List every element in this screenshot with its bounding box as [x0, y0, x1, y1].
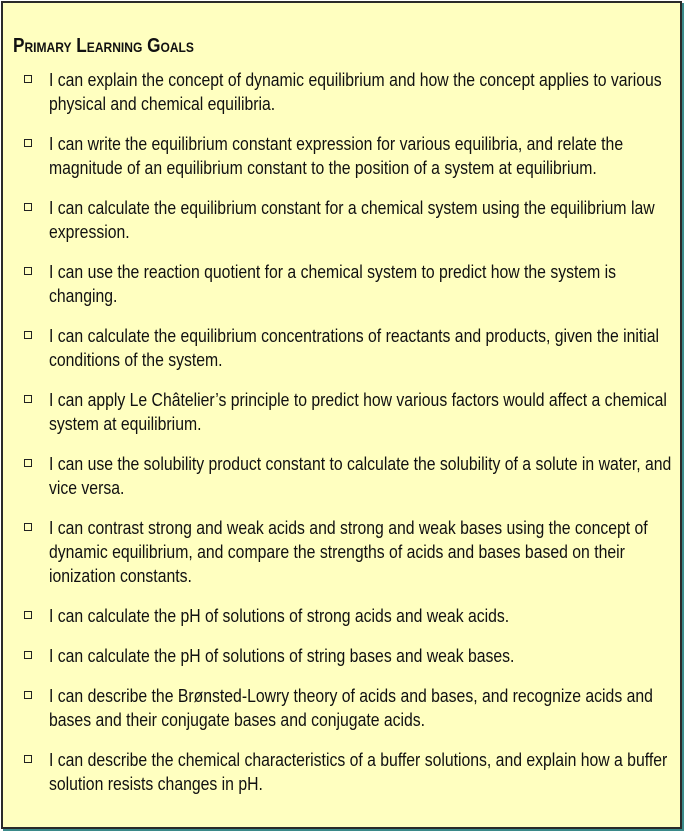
goal-text: I can calculate the pH of solutions of string bases and weak bases. [49, 646, 515, 666]
goal-text: I can describe the chemical characteristics of a buffer solutions, and explain how a buffer solution resists changes in pH. [49, 750, 668, 794]
checkbox-icon [24, 75, 32, 83]
checkbox-icon [24, 395, 32, 403]
goal-text: I can explain the concept of dynamic equilibrium and how the concept applies to various physical and chemical equilibria. [49, 70, 662, 114]
goal-text: I can calculate the equilibrium concentrations of reactants and products, given the initial conditions of the system. [49, 326, 660, 370]
goal-text: I can use the solubility product constant to calculate the solubility of a solute in water, and vice versa. [49, 454, 672, 498]
learning-goals-panel [1, 1, 682, 829]
goal-item [3, 196, 680, 244]
goal-item [3, 684, 680, 732]
checkbox-icon [24, 203, 32, 211]
goal-text: I can describe the Brønsted-Lowry theory of acids and bases, and recognize acids and bases and their conjugate bases and conjugate acids. [49, 686, 653, 730]
goal-item [3, 324, 680, 372]
goal-item [3, 388, 680, 436]
checkbox-icon [24, 755, 32, 763]
goal-item [3, 452, 680, 500]
checkbox-icon [24, 523, 32, 531]
checkbox-icon [24, 611, 32, 619]
goal-text: I can write the equilibrium constant expression for various equilibria, and relate the magnitude of an equilibrium constant to the position of a system at equilibrium. [49, 134, 624, 178]
goal-item [3, 132, 680, 180]
goal-item [3, 748, 680, 796]
goal-item [3, 260, 680, 308]
panel-title: Primary Learning Goals [13, 35, 194, 57]
checkbox-icon [24, 459, 32, 467]
goals-list [3, 68, 680, 812]
goal-item [3, 644, 680, 668]
checkbox-icon [24, 651, 32, 659]
goal-text: I can contrast strong and weak acids and strong and weak bases using the concept of dynamic equilibrium, and compare the strengths of acids and bases based on their ionization constants. [49, 518, 648, 586]
checkbox-icon [24, 267, 32, 275]
goal-item [3, 604, 680, 628]
checkbox-icon [24, 139, 32, 147]
goal-item [3, 516, 680, 588]
goal-text: I can use the reaction quotient for a chemical system to predict how the system is changing. [49, 262, 617, 306]
checkbox-icon [24, 691, 32, 699]
goal-text: I can calculate the equilibrium constant for a chemical system using the equilibrium law expression. [49, 198, 655, 242]
goal-item [3, 68, 680, 116]
goal-text: I can apply Le Châtelier’s principle to predict how various factors would affect a chemical system at equilibrium. [49, 390, 667, 434]
goal-text: I can calculate the pH of solutions of strong acids and weak acids. [49, 606, 510, 626]
checkbox-icon [24, 331, 32, 339]
